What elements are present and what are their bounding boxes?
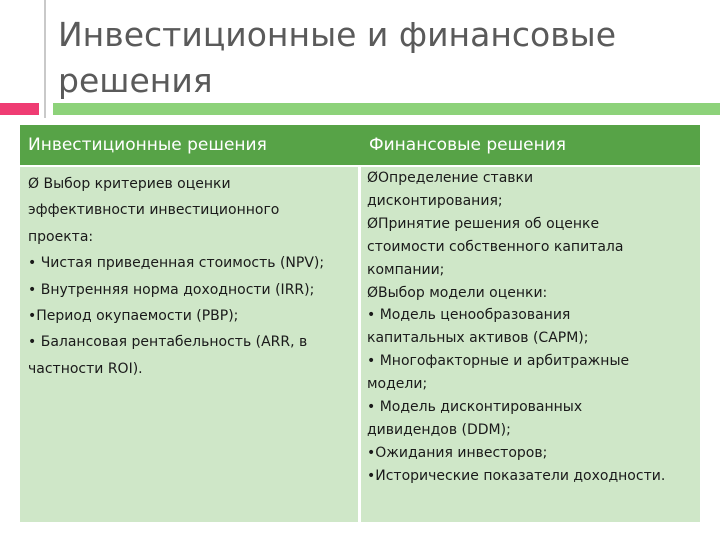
list-item: • Многофакторные и арбитражные [367, 353, 630, 370]
list-item: Ø Выбор критериев оценки [28, 176, 231, 192]
list-item: • Внутренняя норма доходности (IRR); [28, 281, 315, 298]
list-item: дисконтирования; [367, 192, 503, 209]
list-item: дивидендов (DDM); [367, 421, 511, 438]
financial-decisions-cell [361, 167, 700, 522]
list-item: компании; [367, 261, 445, 278]
list-item: • Модель ценообразования [367, 307, 571, 324]
list-item: • Чистая приведенная стоимость (NPV); [28, 255, 325, 272]
list-item: ØОпределение ставки [367, 170, 534, 186]
header-financial-decisions: Финансовые решения [369, 135, 567, 155]
investment-decisions-cell [20, 167, 358, 522]
accent-bar-pink [0, 103, 39, 115]
list-item: •Период окупаемости (PBP); [28, 308, 239, 325]
accent-bar-green [53, 103, 720, 115]
list-item: ØПринятие решения об оценке [367, 215, 600, 232]
list-item: •Ожидания инвесторов; [367, 444, 548, 461]
list-item: •Исторические показатели доходности. [367, 467, 666, 484]
list-item: модели; [367, 376, 428, 393]
list-item: стоимости собственного капитала [367, 238, 624, 255]
list-item: • Балансовая рентабельность (ARR, в [28, 334, 308, 351]
list-item: проекта: [28, 228, 94, 245]
title-divider [44, 0, 46, 118]
list-item: капитальных активов (CAPM); [367, 330, 589, 347]
list-item: эффективности инвестиционного [28, 202, 280, 219]
comparison-table [20, 125, 700, 522]
list-item: ØВыбор модели оценки: [367, 284, 548, 301]
header-investment-decisions: Инвестиционные решения [28, 135, 267, 155]
table-header-row [20, 125, 700, 165]
page-title: Инвестиционные и финансовые решения [58, 15, 617, 100]
list-item: частности ROI). [28, 360, 143, 377]
list-item: • Модель дисконтированных [367, 399, 583, 416]
